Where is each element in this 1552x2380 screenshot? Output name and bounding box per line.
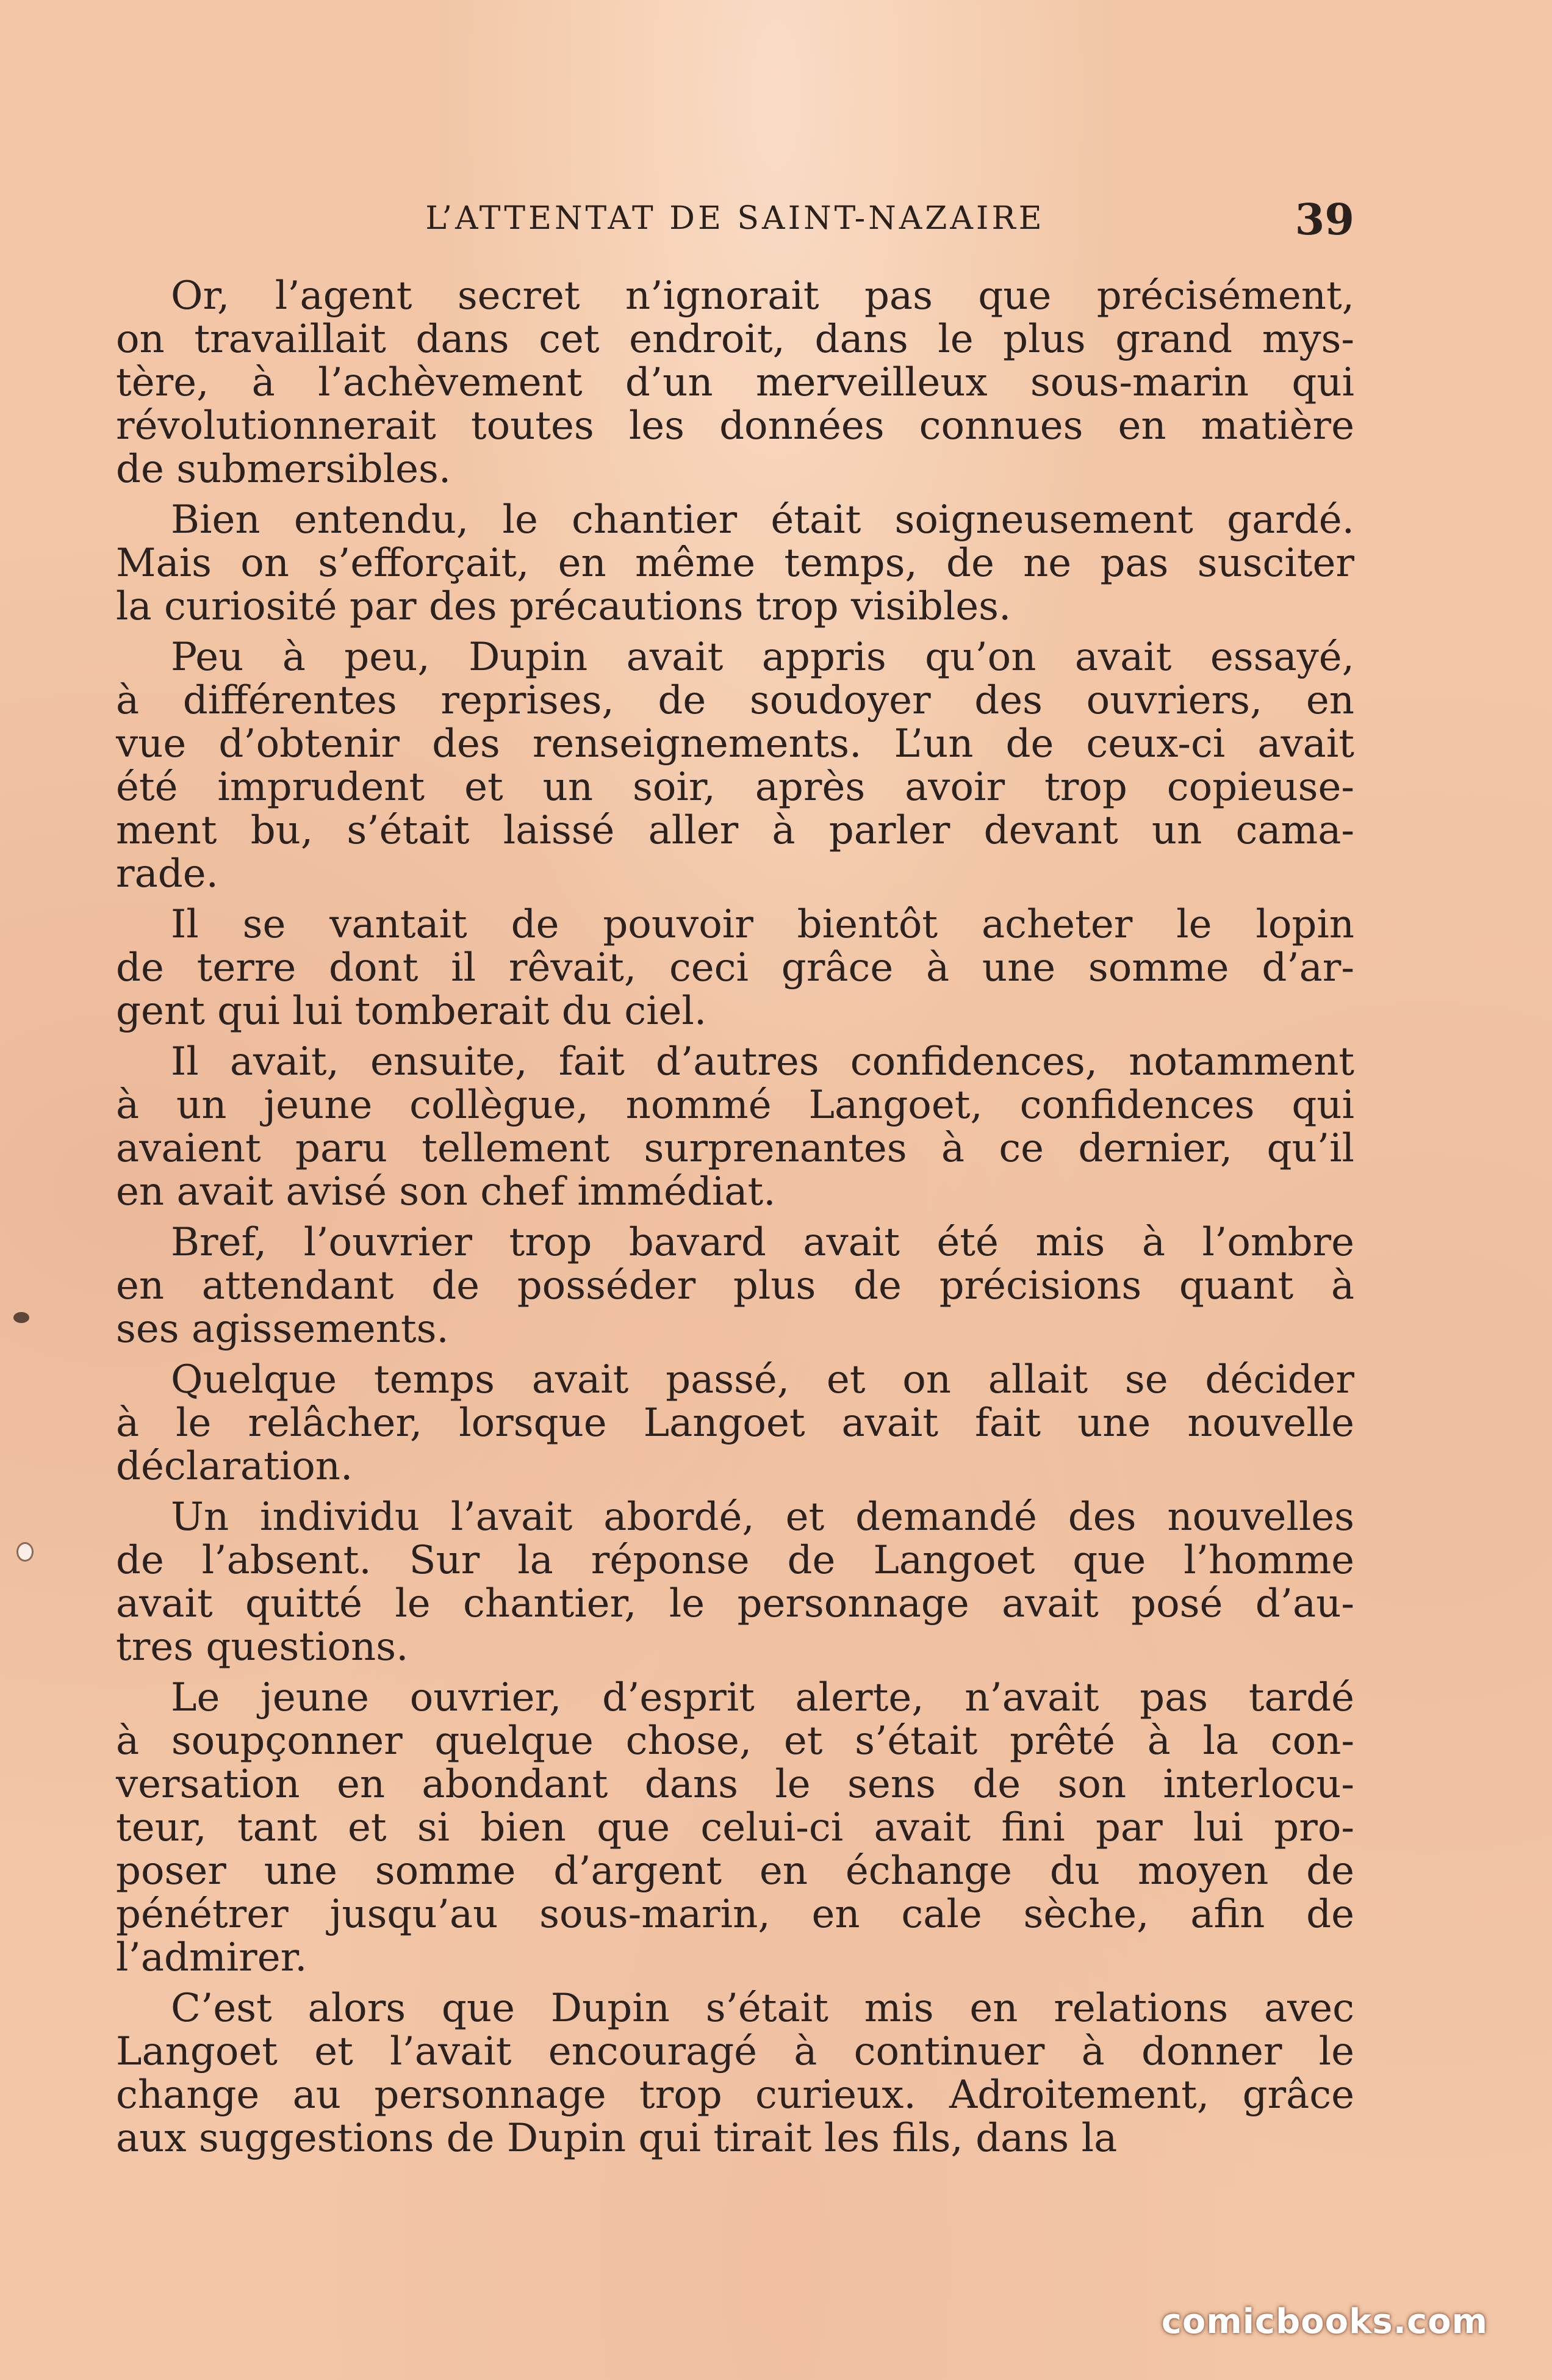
binding-hole [18,1544,32,1560]
text-line: vue d’obtenir des renseignements. L’un de ceux-ci avait [116,721,1354,766]
text-line: gent qui lui tomberait du ciel. [116,989,707,1034]
text-line: Mais on s’efforçait, en même temps, de ne pas susciter [116,541,1354,586]
text-line: Un individu l’avait abordé, et demandé des nouvelles [171,1495,1354,1540]
text-line: poser une somme d’argent en échange du moyen de [116,1848,1354,1894]
text-line: Peu à peu, Dupin avait appris qu’on avait essayé, [171,635,1354,680]
text-line: Il avait, ensuite, fait d’autres confidences, notamment [171,1039,1354,1084]
text-line: à le relâcher, lorsque Langoet avait fait une nouvelle [116,1401,1354,1446]
running-title: L’ATTENTAT DE SAINT-NAZAIRE [425,200,1045,237]
text-line: avaient paru tellement surprenantes à ce dernier, qu’il [116,1126,1354,1171]
text-line: Bref, l’ouvrier trop bavard avait été mis à l’ombre [171,1220,1354,1265]
text-line: Bien entendu, le chantier était soigneusement gardé. [171,497,1354,543]
text-line: de l’absent. Sur la réponse de Langoet que l’homme [116,1538,1354,1583]
text-line: Il se vantait de pouvoir bientôt acheter le lopin [171,902,1354,947]
paragraph [116,1496,1354,1669]
text-line: aux suggestions de Dupin qui tirait les fils, dans la [116,2116,1118,2161]
paragraph [116,1358,1354,1488]
text-line: ses agissements. [116,1307,449,1352]
text-line: on travaillait dans cet endroit, dans le plus grand mys- [116,317,1354,362]
watermark: comicbooks.com [1161,2302,1488,2342]
text-line: de submersibles. [116,447,451,492]
binding-hole [13,1312,29,1323]
text-line: avait quitté le chantier, le personnage avait posé d’au- [116,1581,1354,1626]
text-line: été imprudent et un soir, après avoir trop copieuse- [116,765,1354,810]
paragraph [116,636,1354,896]
text-line: versation en abondant dans le sens de son interlocu- [116,1762,1354,1807]
text-line: Or, l’agent secret n’ignorait pas que précisément, [171,273,1354,319]
text-line: C’est alors que Dupin s’était mis en relations avec [171,1986,1354,2031]
text-line: Langoet et l’avait encouragé à continuer à donner le [116,2029,1354,2074]
text-line: pénétrer jusqu’au sous-marin, en cale sèche, afin de [116,1892,1354,1937]
text-line: tres questions. [116,1625,409,1670]
running-header [116,194,1354,249]
text-line: déclaration. [116,1444,353,1489]
paragraph [116,1676,1354,1980]
text-line: révolutionnerait toutes les données connues en matière [116,403,1354,449]
paragraph [116,275,1354,491]
text-line: l’admirer. [116,1935,307,1980]
text-line: ment bu, s’était laissé aller à parler devant un cama- [116,808,1354,853]
text-line: à différentes reprises, de soudoyer des ouvriers, en [116,678,1354,723]
text-line: Le jeune ouvrier, d’esprit alerte, n’avait pas tardé [171,1675,1354,1720]
paragraph [116,499,1354,629]
paragraph [116,1987,1354,2160]
text-line: teur, tant et si bien que celui-ci avait fini par lui pro- [116,1805,1354,1850]
text-line: à un jeune collègue, nommé Langoet, confidences qui [116,1083,1354,1128]
paragraph [116,1040,1354,1214]
text-line: change au personnage trop curieux. Adroitement, grâce [116,2072,1354,2118]
text-line: en attendant de posséder plus de précisions quant à [116,1263,1354,1308]
paragraph [116,1221,1354,1351]
text-line: en avait avisé son chef immédiat. [116,1169,776,1214]
text-line: de terre dont il rêvait, ceci grâce à une somme d’ar- [116,945,1354,990]
text-line: Quelque temps avait passé, et on allait se décider [171,1357,1354,1402]
page-number: 39 [1295,194,1354,245]
text-line: tère, à l’achèvement d’un merveilleux sous-marin qui [116,360,1354,405]
text-line: à soupçonner quelque chose, et s’était prêté à la con- [116,1718,1354,1764]
text-line: la curiosité par des précautions trop visibles. [116,584,1011,629]
paragraph [116,903,1354,1033]
body-text [116,275,1354,2168]
text-line: rade. [116,851,218,896]
